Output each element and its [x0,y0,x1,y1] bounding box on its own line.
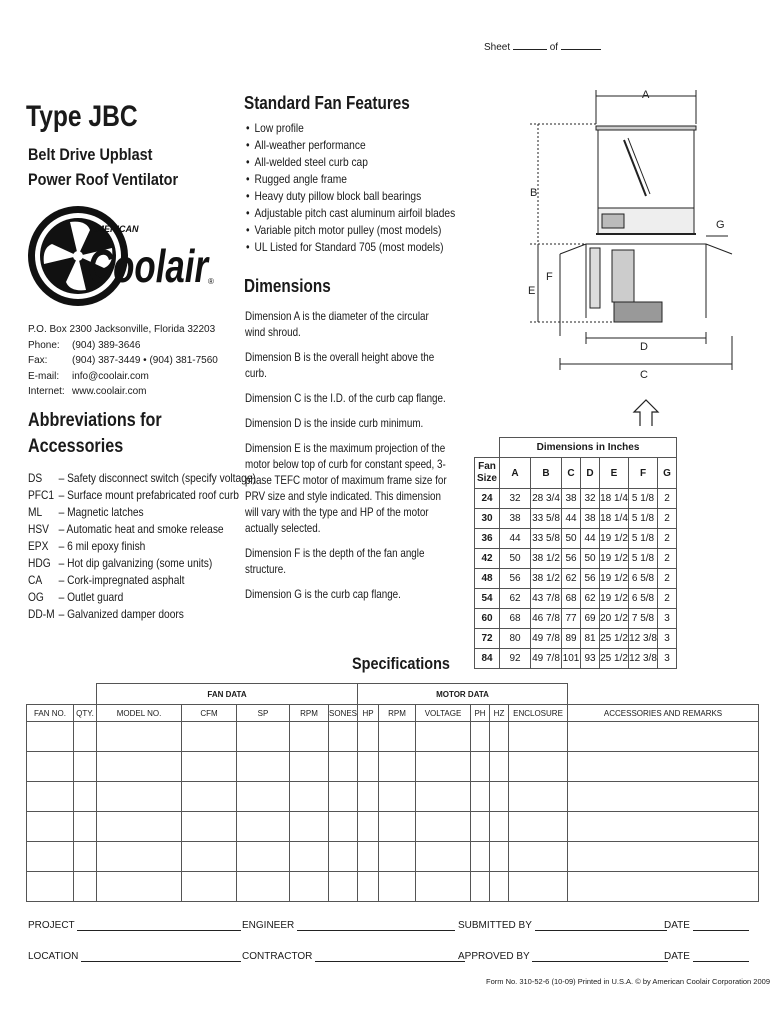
dimension-e-text: Dimension E is the maximum projection of the motor below top of curb for constant speed, 3-phase TEFC motor of maximum frame size for PRV size and style indicated. This dimension will vary with the type and HP of the motor actually selected. [245,441,447,535]
col-fan-no: FAN NO. [27,705,74,722]
spec-entry-cell[interactable] [74,812,97,842]
abbreviations-heading [28,408,162,460]
dimension-value-cell: 7 5/8 [629,609,658,629]
spec-entry-cell[interactable] [490,782,509,812]
spec-entry-cell[interactable] [509,722,568,752]
spec-entry-cell[interactable] [329,722,358,752]
col-header-c: C [562,458,581,489]
dimension-value-cell: 5 1/8 [629,489,658,509]
spec-entry-cell[interactable] [97,782,182,812]
form-footer: Form No. 310-52-6 (10-09) Printed in U.S.A. © by American Coolair Corporation 2009 [486,977,770,986]
dim-label-e: E [528,285,536,297]
abbreviation-item: HDG – Hot dip galvanizing (some units) [28,556,213,570]
engineer-input[interactable] [297,930,455,931]
spec-entry-cell[interactable] [568,782,759,812]
spec-entry-cell[interactable] [358,872,379,902]
col-model-no: MODEL NO. [97,705,182,722]
dimension-value-cell: 50 [581,549,600,569]
abbreviations-list [28,470,256,623]
internet-label: Internet: [28,386,65,397]
date-input-1[interactable] [693,930,749,931]
feature-item: • Low profile [246,120,455,137]
abbreviations-heading-line-1: Abbreviations for [28,410,162,431]
spec-entry-cell[interactable] [74,842,97,872]
dimension-value-cell: 56 [500,569,531,589]
dimensions-row [475,489,677,509]
motor-data-header: MOTOR DATA [358,684,568,705]
dimension-value-cell: 38 1/2 [531,549,562,569]
spec-entry-cell[interactable] [509,842,568,872]
dimension-value-cell: 32 [500,489,531,509]
abbreviation-item: DS – Safety disconnect switch (specify voltage) [28,471,256,485]
email-label: E-mail: [28,370,60,382]
logo-coolair-text: Coolair [88,240,210,292]
spec-entry-cell[interactable] [182,842,237,872]
subtitle-line-2: Power Roof Ventilator [28,170,179,189]
dimension-value-cell: 68 [500,609,531,629]
dimension-value-cell: 56 [581,569,600,589]
location-label: LOCATION [28,951,79,962]
sheet-number-blank[interactable] [513,49,547,50]
project-field [28,920,241,931]
spec-entry-cell[interactable] [182,752,237,782]
product-title: Type JBC [26,100,138,133]
spec-entry-cell[interactable] [74,752,97,782]
spec-entry-row [27,812,759,842]
fan-size-cell: 60 [475,609,500,629]
dimensions-table-header-row [475,458,677,489]
spec-entry-cell[interactable] [97,752,182,782]
spec-entry-cell[interactable] [329,842,358,872]
abbreviation-item: HSV – Automatic heat and smoke release [28,522,224,536]
spec-entry-cell[interactable] [290,812,329,842]
spec-entry-cell[interactable] [416,782,471,812]
dimension-value-cell: 19 1/2 [600,529,629,549]
col-header-a: A [500,458,531,489]
fan-size-cell: 84 [475,649,500,669]
dimension-value-cell: 3 [658,649,677,669]
abbreviation-item: CA – Cork-impregnated asphalt [28,573,185,587]
spec-entry-cell[interactable] [27,752,74,782]
feature-item: • Adjustable pitch cast aluminum airfoil blades [246,205,455,222]
dimension-value-cell: 44 [581,529,600,549]
dimension-value-cell: 6 5/8 [629,569,658,589]
dimension-value-cell: 92 [500,649,531,669]
spec-entry-cell[interactable] [290,782,329,812]
dimension-value-cell: 33 5/8 [531,509,562,529]
dim-label-c: C [640,369,648,381]
dimension-value-cell: 28 3/4 [531,489,562,509]
spec-entry-cell[interactable] [471,812,490,842]
american-coolair-logo [26,202,218,312]
spec-entry-cell[interactable] [358,842,379,872]
dimension-value-cell: 2 [658,549,677,569]
dimension-value-cell: 62 [562,569,581,589]
spec-entry-cell[interactable] [182,872,237,902]
dimensions-row [475,589,677,609]
submitted-by-label: SUBMITTED BY [458,920,532,931]
spec-entry-row [27,842,759,872]
abbreviations-heading-line-2: Accessories [28,436,124,457]
dimension-value-cell: 81 [581,629,600,649]
feature-item: • Rugged angle frame [246,171,455,188]
spec-entry-cell[interactable] [379,752,416,782]
engineer-label: ENGINEER [242,920,295,931]
spec-entry-row [27,752,759,782]
col-header-d: D [581,458,600,489]
spec-entry-cell[interactable] [471,842,490,872]
spec-entry-cell[interactable] [74,872,97,902]
dimensions-table [474,437,677,669]
spec-group-row [27,684,759,705]
spec-entry-cell[interactable] [182,722,237,752]
abbreviation-item: PFC1 – Surface mount prefabricated roof curb [28,488,239,502]
dimension-value-cell: 25 1/2 [600,629,629,649]
dimensions-row [475,529,677,549]
dimension-value-cell: 32 [581,489,600,509]
spec-entry-cell[interactable] [509,812,568,842]
feature-item: • All-weather performance [246,137,455,154]
dimension-value-cell: 44 [500,529,531,549]
dimension-a-text: Dimension A is the diameter of the circular wind shroud. [245,309,429,339]
engineer-field [242,920,455,931]
spec-entry-cell[interactable] [490,722,509,752]
col-header-b: B [531,458,562,489]
spec-entry-cell[interactable] [416,722,471,752]
contractor-label: CONTRACTOR [242,951,313,962]
dimension-value-cell: 25 1/2 [600,649,629,669]
dimension-value-cell: 18 1/4 [600,509,629,529]
spec-entry-row [27,782,759,812]
spec-entry-cell[interactable] [27,812,74,842]
submitted-by-field [458,920,667,931]
dimension-value-cell: 80 [500,629,531,649]
features-heading: Standard Fan Features [244,93,410,113]
spec-entry-cell[interactable] [416,812,471,842]
spec-entry-cell[interactable] [471,722,490,752]
dimension-value-cell: 12 3/8 [629,629,658,649]
phone-value: (904) 389-3646 [72,339,141,351]
dimension-value-cell: 6 5/8 [629,589,658,609]
sheet-number-line [484,42,601,53]
dimensions-description [245,308,450,611]
dimension-value-cell: 2 [658,509,677,529]
spec-entry-cell[interactable] [290,842,329,872]
col-cfm: CFM [182,705,237,722]
spec-entry-cell[interactable] [509,752,568,782]
dimension-value-cell: 5 1/8 [629,549,658,569]
spec-entry-cell[interactable] [237,812,290,842]
spec-entry-cell[interactable] [74,782,97,812]
spec-entry-cell[interactable] [379,872,416,902]
dim-label-f: F [546,271,553,283]
dimension-value-cell: 49 7/8 [531,649,562,669]
fan-size-cell: 36 [475,529,500,549]
dimension-value-cell: 2 [658,529,677,549]
spec-entry-cell[interactable] [358,752,379,782]
sheet-label: Sheet [484,42,511,53]
col-hz: HZ [490,705,509,722]
spec-entry-cell[interactable] [379,842,416,872]
dimensions-row [475,549,677,569]
spec-entry-cell[interactable] [358,722,379,752]
spec-entry-cell[interactable] [329,782,358,812]
specifications-heading: Specifications [352,654,450,673]
spec-entry-cell[interactable] [568,722,759,752]
dimension-value-cell: 62 [500,589,531,609]
col-header-e: E [600,458,629,489]
spec-entry-cell[interactable] [568,872,759,902]
fan-size-header: Fan Size [475,458,500,489]
abbreviation-item: ML – Magnetic latches [28,505,144,519]
dimension-value-cell: 62 [581,589,600,609]
spec-entry-cell[interactable] [74,722,97,752]
col-header-f: F [629,458,658,489]
dimension-value-cell: 77 [562,609,581,629]
col-enclosure: ENCLOSURE [509,705,568,722]
dimension-value-cell: 68 [562,589,581,609]
spec-entry-cell[interactable] [490,752,509,782]
dimension-c-text: Dimension C is the I.D. of the curb cap flange. [245,391,446,405]
dimension-value-cell: 5 1/8 [629,529,658,549]
project-input[interactable] [77,930,241,931]
fan-size-cell: 24 [475,489,500,509]
product-subtitle [28,142,178,192]
dimension-value-cell: 33 5/8 [531,529,562,549]
spec-entry-cell[interactable] [568,812,759,842]
fax-value: (904) 387-3449 • (904) 381-7560 [72,355,218,366]
abbreviation-item: EPX – 6 mil epoxy finish [28,539,146,553]
dimensions-row [475,569,677,589]
spec-entry-cell[interactable] [568,752,759,782]
dimension-value-cell: 43 7/8 [531,589,562,609]
spec-entry-cell[interactable] [416,752,471,782]
dimension-value-cell: 101 [562,649,581,669]
dimensions-row [475,609,677,629]
dimension-value-cell: 50 [562,529,581,549]
fan-size-cell: 72 [475,629,500,649]
email-link[interactable]: info@coolair.com [72,370,149,382]
date-input-2[interactable] [693,961,749,962]
spec-entry-cell[interactable] [379,782,416,812]
col-motor-rpm: RPM [379,705,416,722]
spec-entry-cell[interactable] [379,722,416,752]
subtitle-line-1: Belt Drive Upblast [28,145,153,164]
spec-entry-cell[interactable] [290,872,329,902]
project-label: PROJECT [28,920,75,931]
col-accessories-remarks: ACCESSORIES AND REMARKS [568,705,759,722]
dimension-value-cell: 38 [581,509,600,529]
col-ph: PH [471,705,490,722]
dimension-value-cell: 19 1/2 [600,589,629,609]
dimension-value-cell: 3 [658,629,677,649]
spec-entry-cell[interactable] [358,782,379,812]
spec-entry-cell[interactable] [509,782,568,812]
spec-entry-cell[interactable] [358,812,379,842]
dimension-value-cell: 20 1/2 [600,609,629,629]
spec-entry-cell[interactable] [471,872,490,902]
dimension-value-cell: 12 3/8 [629,649,658,669]
fan-data-header: FAN DATA [97,684,358,705]
spec-entry-cell[interactable] [237,872,290,902]
abbreviation-item: DD-M – Galvanized damper doors [28,607,184,621]
spec-entry-cell[interactable] [27,872,74,902]
dim-label-a: A [642,89,650,101]
location-field [28,951,241,962]
logo-registered-mark: ® [208,277,214,286]
fan-size-cell: 30 [475,509,500,529]
spec-entry-cell[interactable] [237,752,290,782]
dimension-value-cell: 2 [658,489,677,509]
dimension-value-cell: 2 [658,569,677,589]
logo-american-text: AMERICAN [90,224,139,234]
feature-item: • All-welded steel curb cap [246,154,455,171]
date-field-2 [664,951,749,962]
dimensions-heading: Dimensions [244,276,331,296]
spec-entry-cell[interactable] [490,872,509,902]
spec-entry-cell[interactable] [27,782,74,812]
spec-entry-cell[interactable] [290,722,329,752]
fan-size-cell: 42 [475,549,500,569]
dimension-value-cell: 89 [562,629,581,649]
col-header-g: G [658,458,677,489]
of-label: of [549,42,559,53]
approved-by-label: APPROVED BY [458,951,530,962]
dimension-value-cell: 19 1/2 [600,569,629,589]
date-field-1 [664,920,749,931]
fan-size-cell: 54 [475,589,500,609]
spec-entry-cell[interactable] [97,872,182,902]
dimension-value-cell: 50 [500,549,531,569]
spec-entry-row [27,872,759,902]
dimension-value-cell: 2 [658,589,677,609]
spec-entry-cell[interactable] [329,872,358,902]
dimension-value-cell: 56 [562,549,581,569]
dimension-f-text: Dimension F is the depth of the fan angle structure. [245,546,425,576]
dimensions-table-title-row [475,438,677,458]
approved-by-input[interactable] [532,961,668,962]
spec-entry-cell[interactable] [471,782,490,812]
spec-entry-cell[interactable] [182,782,237,812]
contractor-field [242,951,465,962]
submitted-by-input[interactable] [535,930,667,931]
specifications-table [26,683,759,902]
col-fan-rpm: RPM [290,705,329,722]
spec-entry-cell[interactable] [97,842,182,872]
sheet-total-blank[interactable] [561,49,601,50]
spec-entry-cell[interactable] [329,752,358,782]
date-label-1: DATE [664,920,690,931]
date-label-2: DATE [664,951,690,962]
dimension-value-cell: 49 7/8 [531,629,562,649]
dimensions-row [475,509,677,529]
feature-item: • Heavy duty pillow block ball bearings [246,188,455,205]
col-sp: SP [237,705,290,722]
approved-by-field [458,951,668,962]
dim-label-d: D [640,341,648,353]
dimension-value-cell: 18 1/4 [600,489,629,509]
col-voltage: VOLTAGE [416,705,471,722]
spec-entry-cell[interactable] [416,842,471,872]
dimension-d-text: Dimension D is the inside curb minimum. [245,416,424,430]
spec-entry-cell[interactable] [237,722,290,752]
col-qty: QTY. [74,705,97,722]
dimension-value-cell: 19 1/2 [600,549,629,569]
dim-label-b: B [530,187,538,199]
website-link[interactable]: www.coolair.com [72,386,147,397]
spec-entry-cell[interactable] [568,842,759,872]
dimensions-table-title: Dimensions in Inches [500,438,677,458]
spec-entry-cell[interactable] [97,722,182,752]
spec-entry-row [27,722,759,752]
contractor-input[interactable] [315,961,465,962]
spec-entry-cell[interactable] [27,722,74,752]
dimension-value-cell: 69 [581,609,600,629]
dimensions-row [475,629,677,649]
spec-entry-cell[interactable] [27,842,74,872]
spec-entry-cell[interactable] [490,812,509,842]
dimension-value-cell: 38 [562,489,581,509]
feature-item: • UL Listed for Standard 705 (most models) [246,239,455,256]
dimensions-row [475,649,677,669]
phone-label: Phone: [28,339,60,351]
dimension-value-cell: 38 [500,509,531,529]
fax-label: Fax: [28,355,48,366]
col-hp: HP [358,705,379,722]
features-list [246,120,455,256]
dimension-b-text: Dimension B is the overall height above the curb. [245,350,435,380]
col-sones: SONES [329,705,358,722]
spec-entry-cell[interactable] [471,752,490,782]
fan-size-cell: 48 [475,569,500,589]
spec-entry-cell[interactable] [97,812,182,842]
spec-entry-cell[interactable] [416,872,471,902]
dimension-value-cell: 3 [658,609,677,629]
dim-label-g: G [716,219,725,231]
dimension-value-cell: 46 7/8 [531,609,562,629]
dimension-g-text: Dimension G is the curb cap flange. [245,587,401,601]
spec-entry-cell[interactable] [509,872,568,902]
spec-entry-cell[interactable] [490,842,509,872]
spec-entry-cell[interactable] [290,752,329,782]
dimension-value-cell: 93 [581,649,600,669]
fan-dimension-diagram [500,86,750,426]
spec-column-header-row [27,705,759,722]
spec-entry-cell[interactable] [329,812,358,842]
feature-item: • Variable pitch motor pulley (most models) [246,222,455,239]
spec-entry-cell[interactable] [182,812,237,842]
spec-entry-cell[interactable] [379,812,416,842]
airflow-arrow-icon [634,400,658,426]
mailing-address: P.O. Box 2300 Jacksonville, Florida 32203 [28,324,216,335]
abbreviation-item: OG – Outlet guard [28,590,124,604]
contact-info [28,322,218,400]
dimension-value-cell: 5 1/8 [629,509,658,529]
dimension-value-cell: 44 [562,509,581,529]
dimension-value-cell: 38 1/2 [531,569,562,589]
spec-entry-cell[interactable] [237,842,290,872]
spec-entry-cell[interactable] [237,782,290,812]
location-input[interactable] [81,961,241,962]
